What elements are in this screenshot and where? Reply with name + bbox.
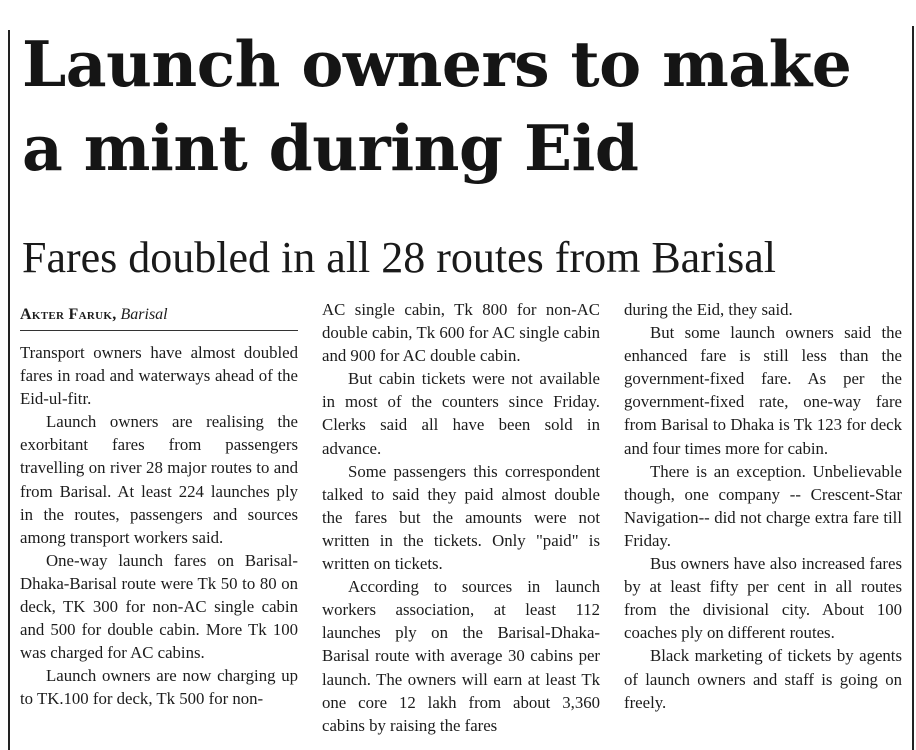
headline-line-2: a mint during Eid [22,111,639,185]
paragraph: One-way launch fares on Barisal-Dhaka-Barisal route were Tk 50 to 80 on deck, TK 300 for non-AC single cabin and 500 for double cabin. More Tk 100 was charged for AC cabins. [20,550,298,663]
right-column-rule [912,26,914,750]
byline-place: Barisal [120,306,168,323]
headline [22,22,912,190]
paragraph: Bus owners have also increased fares by at least fifty per cent in all routes from the divisional city. About 100 coaches ply on different routes. [624,554,902,643]
subheadline: Fares doubled in all 28 routes from Barisal [22,233,776,282]
paragraph: Some passengers this correspondent talked to said they paid almost double the fares but the amounts were not written in the tickets. Only "paid" is written on tickets. [322,461,600,574]
paragraph: But cabin tickets were not available in most of the counters since Friday. Clerks said all have been sold in advance. [322,369,600,458]
byline-author: Akter Faruk, [20,306,117,323]
article-column-3 [624,298,902,714]
paragraph: Launch owners are now charging up to TK.100 for deck, Tk 500 for non- [20,666,298,709]
paragraph-continuation: AC single cabin, Tk 800 for non-AC double cabin, Tk 600 for AC single cabin and 900 for AC double cabin. [322,300,600,366]
paragraph: Launch owners are realising the exorbitant fares from passengers travelling on river 28 major routes to and from Barisal. At least 224 launches ply in the routes, passengers and sources among transport workers said. [20,412,298,547]
paragraph: Transport owners have almost doubled fares in road and waterways ahead of the Eid-ul-fitr. [20,343,298,409]
paragraph: But some launch owners said the enhanced fare is still less than the government-fixed fare. As per the government-fixed rate, one-way fare from Barisal to Dhaka is Tk 123 for deck and four times more for cabin. [624,323,902,458]
paragraph: According to sources in launch workers association, at least 112 launches ply on the Barisal-Dhaka-Barisal route with average 30 cabins per launch. The owners will earn at least Tk one core 12 lakh from about 3,360 cabins by raising the fares [322,577,600,735]
article-column-2 [322,298,600,737]
paragraph: Black marketing of tickets by agents of launch owners and staff is going on freely. [624,646,902,712]
left-column-rule [8,30,10,750]
byline [20,305,298,331]
article-column-1 [20,305,298,711]
paragraph: There is an exception. Unbelievable though, one company -- Crescent-Star Navigation-- did not charge extra fare till Friday. [624,461,902,550]
headline-line-1: Launch owners to make [22,27,852,101]
paragraph-continuation: during the Eid, they said. [624,300,793,319]
